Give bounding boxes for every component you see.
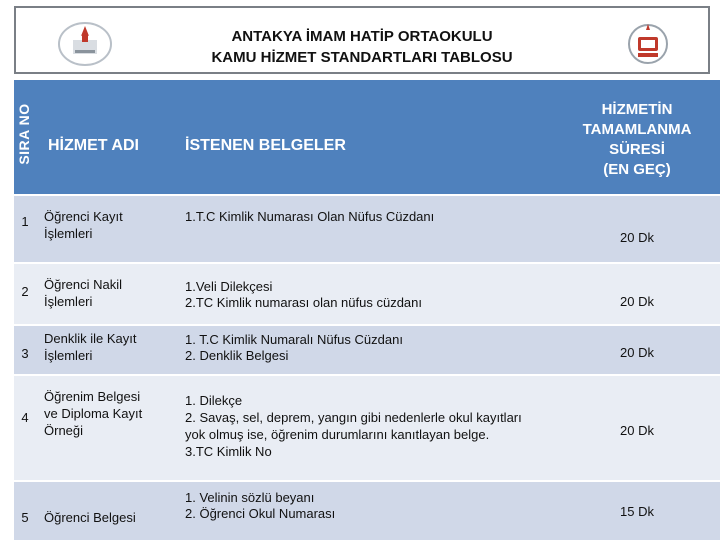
row-number: 1 xyxy=(21,214,29,229)
table-row xyxy=(14,264,720,324)
required-documents: 1. Dilekçe 2. Savaş, sel, deprem, yangın gibi nedenlerle okul kayıtları yok olmuş ise, öğrenim durumlarını kanıtlayan belge. 3.TC Kimlik No xyxy=(185,393,522,459)
title-box xyxy=(14,6,710,74)
required-documents: 1. Velinin sözlü beyanı 2. Öğrenci Okul Numarası xyxy=(185,490,336,521)
page-title xyxy=(16,26,708,68)
required-documents: 1. T.C Kimlik Numaralı Nüfus Cüzdanı 2. Denklik Belgesi xyxy=(185,332,403,363)
completion-time: 20 Dk xyxy=(620,294,654,309)
school-emblem-icon xyxy=(624,20,672,68)
table-row xyxy=(14,482,720,540)
service-name: Denklik ile Kayıt İşlemleri xyxy=(44,331,137,363)
column-header-belgeler: İSTENEN BELGELER xyxy=(177,80,554,194)
required-documents: 1.Veli Dilekçesi 2.TC Kimlik numarası olan nüfus cüzdanı xyxy=(185,279,422,310)
column-header-sure: HİZMETİN TAMAMLANMA SÜRESİ (EN GEÇ) xyxy=(554,80,720,194)
column-header-hizmet: HİZMET ADI xyxy=(36,80,177,194)
title-line-2: KAMU HİZMET STANDARTLARI TABLOSU xyxy=(211,49,513,66)
service-standards-table xyxy=(14,80,720,540)
service-name: Öğrenci Nakil İşlemleri xyxy=(44,277,123,309)
table-row xyxy=(14,196,720,262)
row-number: 4 xyxy=(21,410,29,425)
completion-time: 20 Dk xyxy=(620,423,654,438)
completion-time: 15 Dk xyxy=(620,504,654,519)
column-header-sira: SIRA NO xyxy=(14,80,36,194)
service-name: Öğrenci Belgesi xyxy=(44,510,136,525)
title-line-1: ANTAKYA İMAM HATİP ORTAOKULU xyxy=(231,28,493,45)
service-name: Öğrenci Kayıt İşlemleri xyxy=(44,209,123,241)
completion-time: 20 Dk xyxy=(620,345,654,360)
required-documents: 1.T.C Kimlik Numarası Olan Nüfus Cüzdanı xyxy=(185,209,435,224)
table-row xyxy=(14,326,720,374)
row-number: 2 xyxy=(21,284,29,299)
row-number: 5 xyxy=(21,510,29,525)
table-row xyxy=(14,376,720,480)
completion-time: 20 Dk xyxy=(620,230,654,245)
service-name: Öğrenim Belgesi ve Diploma Kayıt Örneği xyxy=(44,389,143,438)
row-number: 3 xyxy=(21,346,29,361)
